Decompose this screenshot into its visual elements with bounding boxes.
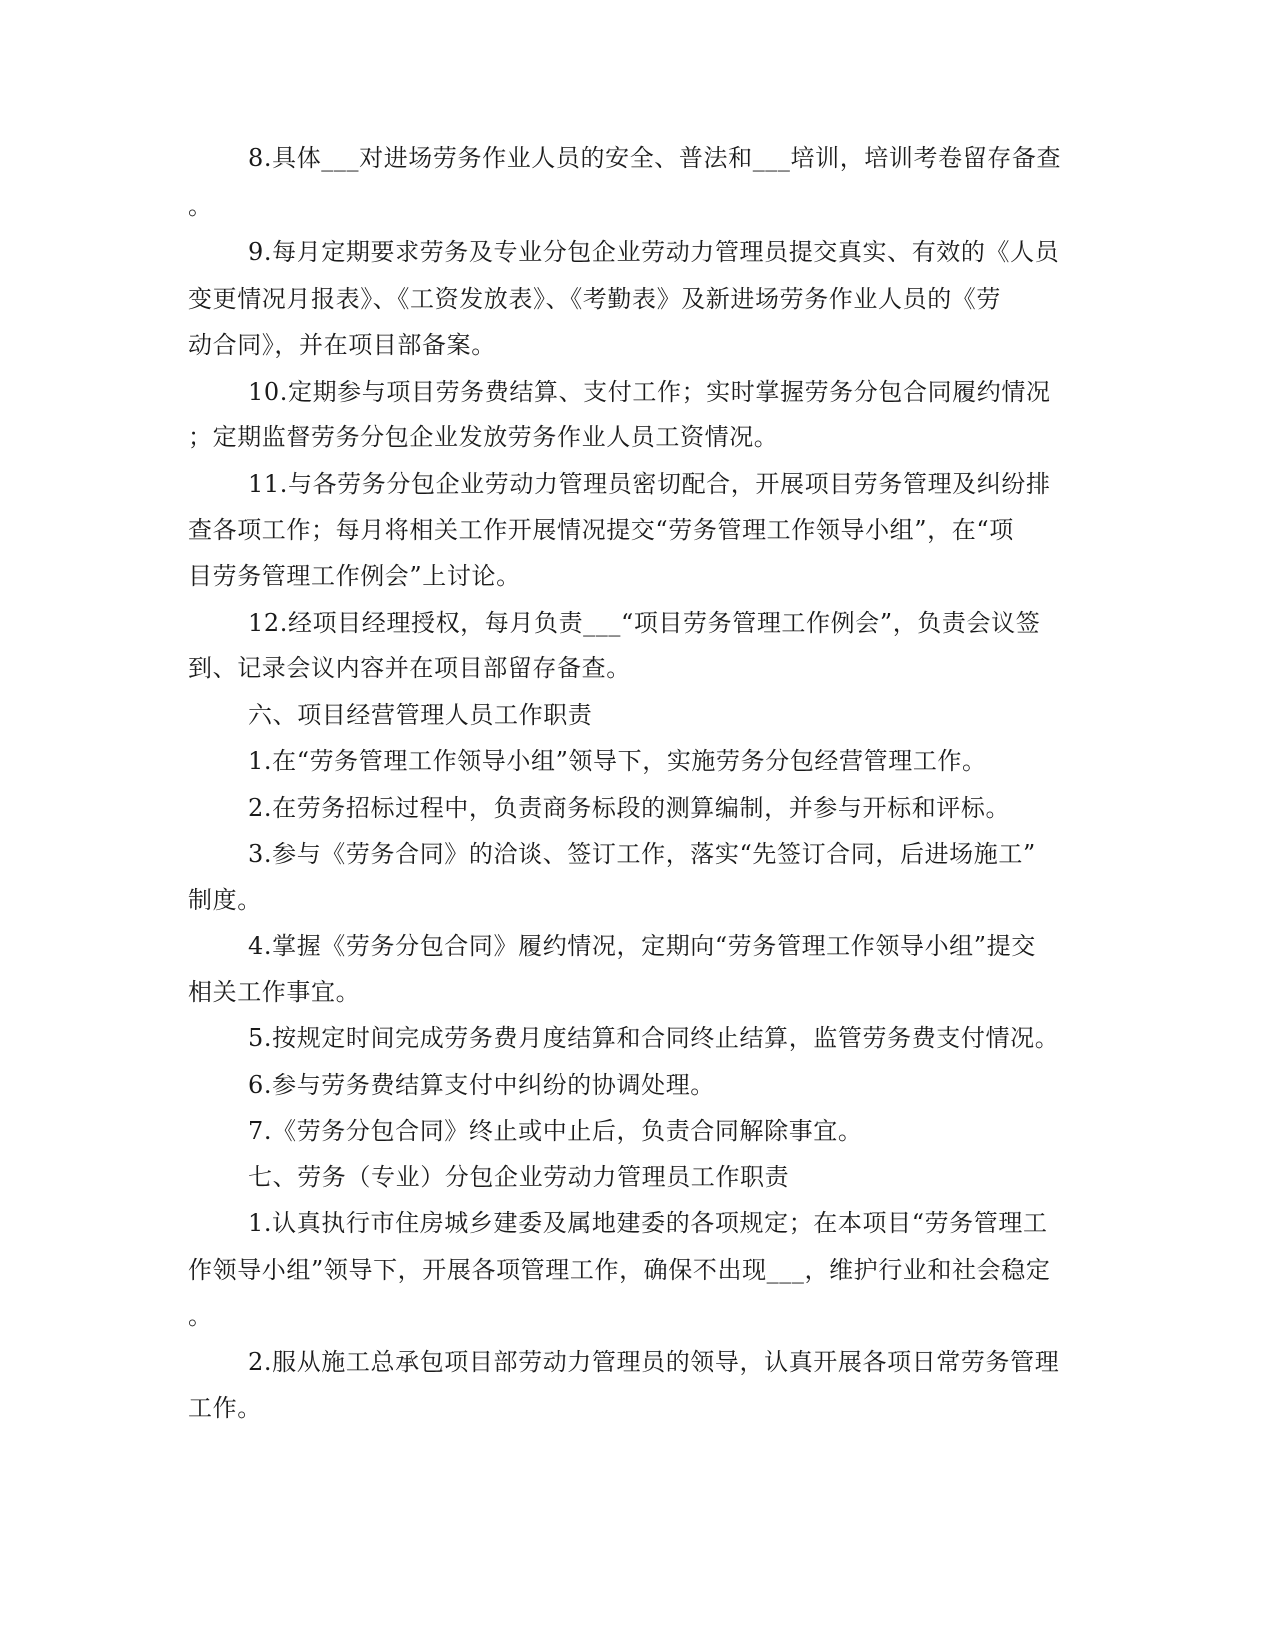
text-line: 变更情况月报表》、《工资发放表》、《考勤表》及新进场劳务作业人员的《劳 xyxy=(188,285,1001,313)
section-heading: 六、项目经营管理人员工作职责 xyxy=(248,701,593,729)
text-line: 7.《劳务分包合同》终止或中止后，负责合同解除事宜。 xyxy=(248,1117,863,1145)
text-line: 3.参与《劳务合同》的洽谈、签订工作，落实“先签订合同，后进场施工” xyxy=(248,840,1036,868)
text-line: 12.经项目经理授权，每月负责___“项目劳务管理工作例会”，负责会议签 xyxy=(248,609,1041,637)
text-line: 到、记录会议内容并在项目部留存备查。 xyxy=(188,654,631,682)
section-heading: 七、劳务（专业）分包企业劳动力管理员工作职责 xyxy=(248,1163,790,1191)
text-line: 9.每月定期要求劳务及专业分包企业劳动力管理员提交真实、有效的《人员 xyxy=(248,238,1060,266)
text-line: 8.具体___对进场劳务作业人员的安全、普法和___培训，培训考卷留存备查 xyxy=(248,144,1062,172)
text-line: 制度。 xyxy=(188,886,262,914)
text-line: 2.在劳务招标过程中，负责商务标段的测算编制，并参与开标和评标。 xyxy=(248,794,1011,822)
text-line: 。 xyxy=(188,1302,213,1330)
text-line: 10.定期参与项目劳务费结算、支付工作；实时掌握劳务分包合同履约情况 xyxy=(248,378,1051,406)
text-line: 4.掌握《劳务分包合同》履约情况，定期向“劳务管理工作领导小组”提交 xyxy=(248,932,1036,960)
text-line: 5.按规定时间完成劳务费月度结算和合同终止结算，监管劳务费支付情况。 xyxy=(248,1024,1060,1052)
text-line: 2.服从施工总承包项目部劳动力管理员的领导，认真开展各项日常劳务管理 xyxy=(248,1348,1060,1376)
text-line: 11.与各劳务分包企业劳动力管理员密切配合，开展项目劳务管理及纠纷排 xyxy=(248,470,1051,498)
text-line: 1.在“劳务管理工作领导小组”领导下，实施劳务分包经营管理工作。 xyxy=(248,747,987,775)
text-line: 目劳务管理工作例会”上讨论。 xyxy=(188,562,521,590)
text-line: 。 xyxy=(188,192,213,220)
text-line: 相关工作事宜。 xyxy=(188,978,361,1006)
text-line: ；定期监督劳务分包企业发放劳务作业人员工资情况。 xyxy=(188,423,779,451)
text-line: 1.认真执行市住房城乡建委及属地建委的各项规定；在本项目“劳务管理工 xyxy=(248,1209,1048,1237)
text-line: 查各项工作；每月将相关工作开展情况提交“劳务管理工作领导小组”，在“项 xyxy=(188,516,1014,544)
text-line: 工作。 xyxy=(188,1394,262,1422)
text-line: 作领导小组”领导下，开展各项管理工作，确保不出现___，维护行业和社会稳定 xyxy=(188,1256,1051,1284)
text-line: 动合同》，并在项目部备案。 xyxy=(188,331,496,359)
text-line: 6.参与劳务费结算支付中纠纷的协调处理。 xyxy=(248,1071,715,1099)
